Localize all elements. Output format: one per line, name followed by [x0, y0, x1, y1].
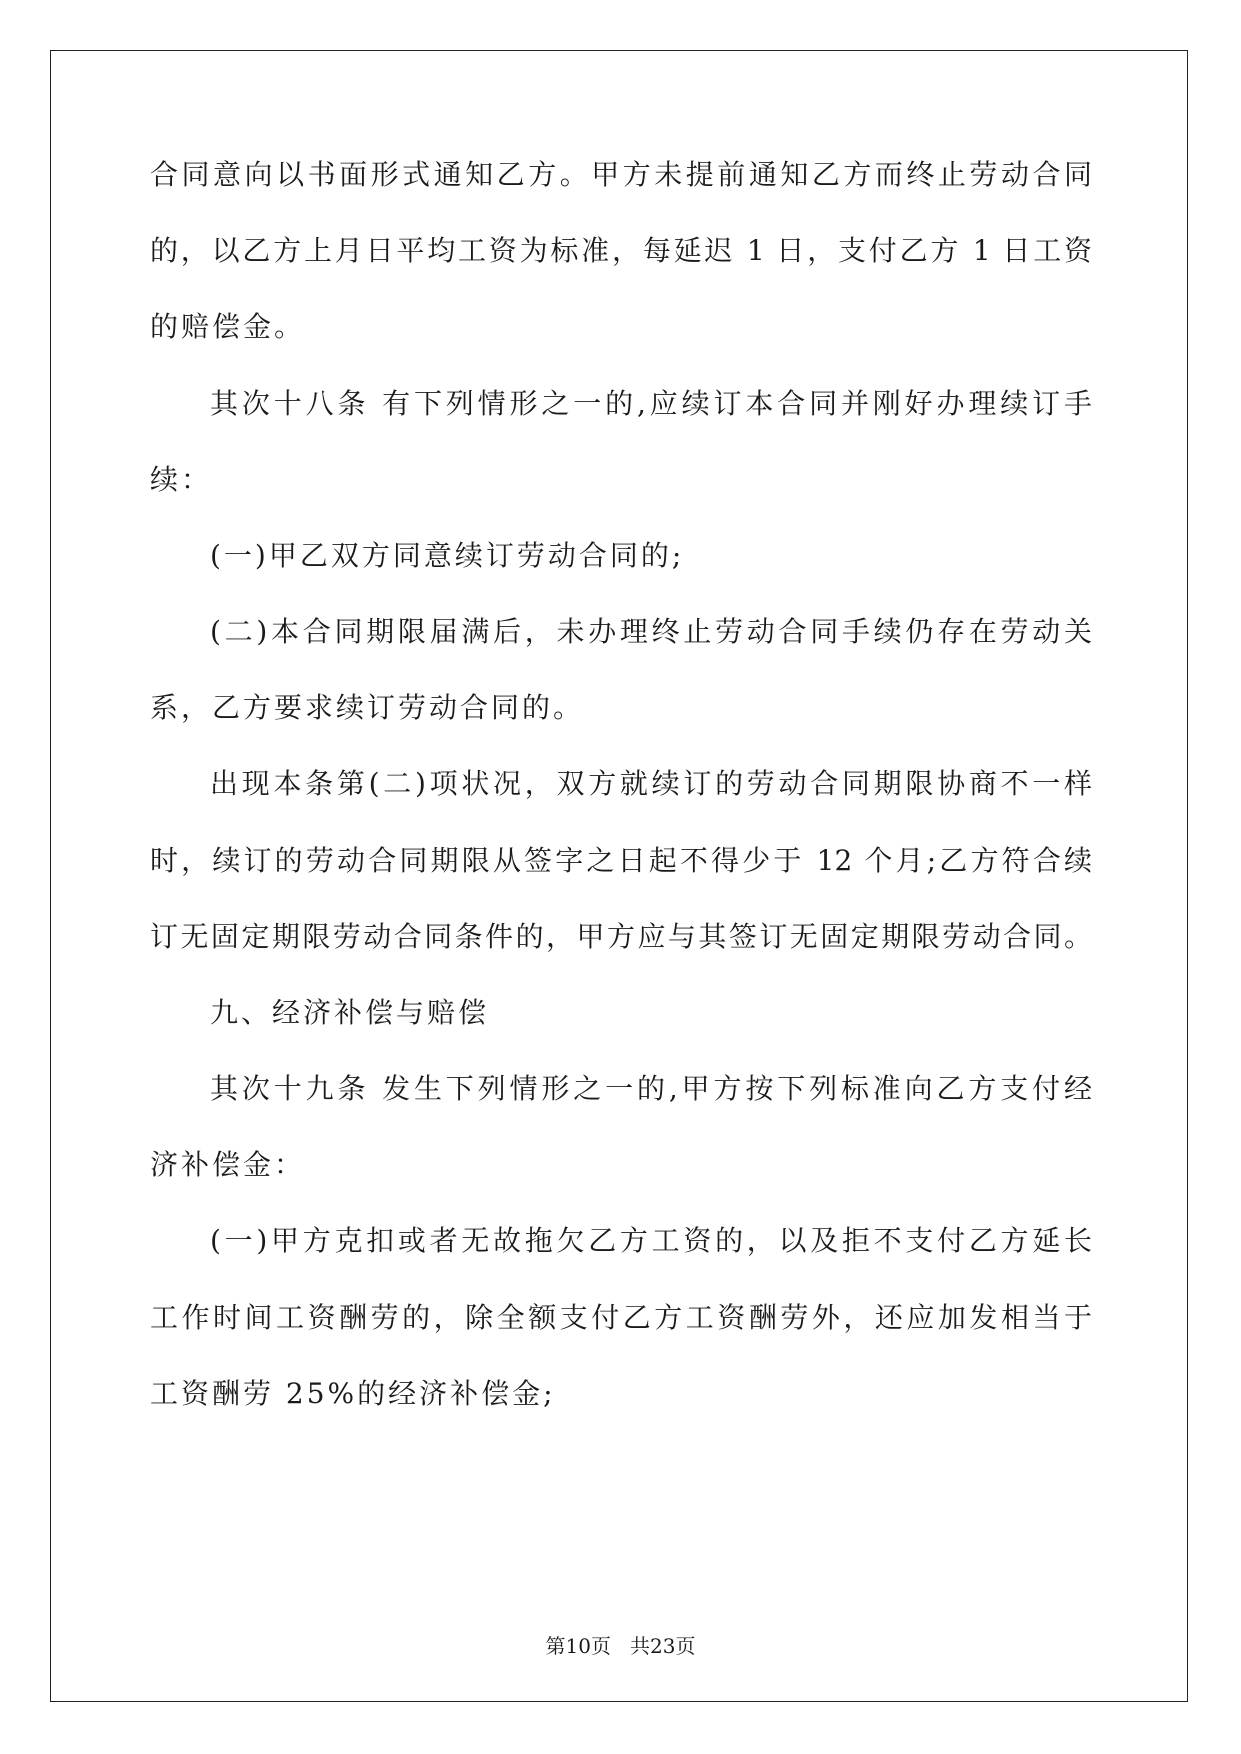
total-pages: 23: [650, 1634, 676, 1658]
text-line: (一)甲方克扣或者无故拖欠乙方工资的，以及拒不支付乙方延长: [210, 1224, 1092, 1257]
page-number: 10: [565, 1634, 591, 1658]
text-line: 其次十八条 有下列情形之一的,应续订本合同并刚好办理续订手: [210, 387, 1092, 420]
text-line: 济补偿金：: [150, 1148, 306, 1181]
footer-mid: 页 共: [590, 1634, 651, 1658]
text-line: 的赔偿金。: [150, 310, 306, 343]
text-line: 时，续订的劳动合同期限从签字之日起不得少于 12 个月;乙方符合续: [150, 844, 1092, 877]
section-heading: 九、经济补偿与赔偿: [210, 996, 490, 1029]
text-line: 其次十九条 发生下列情形之一的,甲方按下列标准向乙方支付经: [210, 1072, 1092, 1105]
text-line: 工资酬劳 25%的经济补偿金;: [150, 1377, 556, 1410]
text-line: (一)甲乙双方同意续订劳动合同的;: [210, 539, 685, 572]
text-line: 出现本条第(二)项状况，双方就续订的劳动合同期限协商不一样: [210, 767, 1092, 800]
page-footer: [0, 1632, 1241, 1660]
footer-suffix: 页: [675, 1634, 696, 1658]
text-line: (二)本合同期限届满后，未办理终止劳动合同手续仍存在劳动关: [210, 615, 1092, 648]
text-line: 合同意向以书面形式通知乙方。甲方未提前通知乙方而终止劳动合同: [150, 158, 1092, 191]
text-line: 工作时间工资酬劳的，除全额支付乙方工资酬劳外，还应加发相当于: [150, 1301, 1092, 1334]
text-line: 的，以乙方上月日平均工资为标准，每延迟 1 日，支付乙方 1 日工资: [150, 234, 1092, 267]
text-line: 续：: [150, 463, 213, 496]
text-line: 订无固定期限劳动合同条件的，甲方应与其签订无固定期限劳动合同。: [150, 920, 1092, 953]
footer-prefix: 第: [545, 1634, 566, 1658]
text-line: 系，乙方要求续订劳动合同的。: [150, 691, 585, 724]
